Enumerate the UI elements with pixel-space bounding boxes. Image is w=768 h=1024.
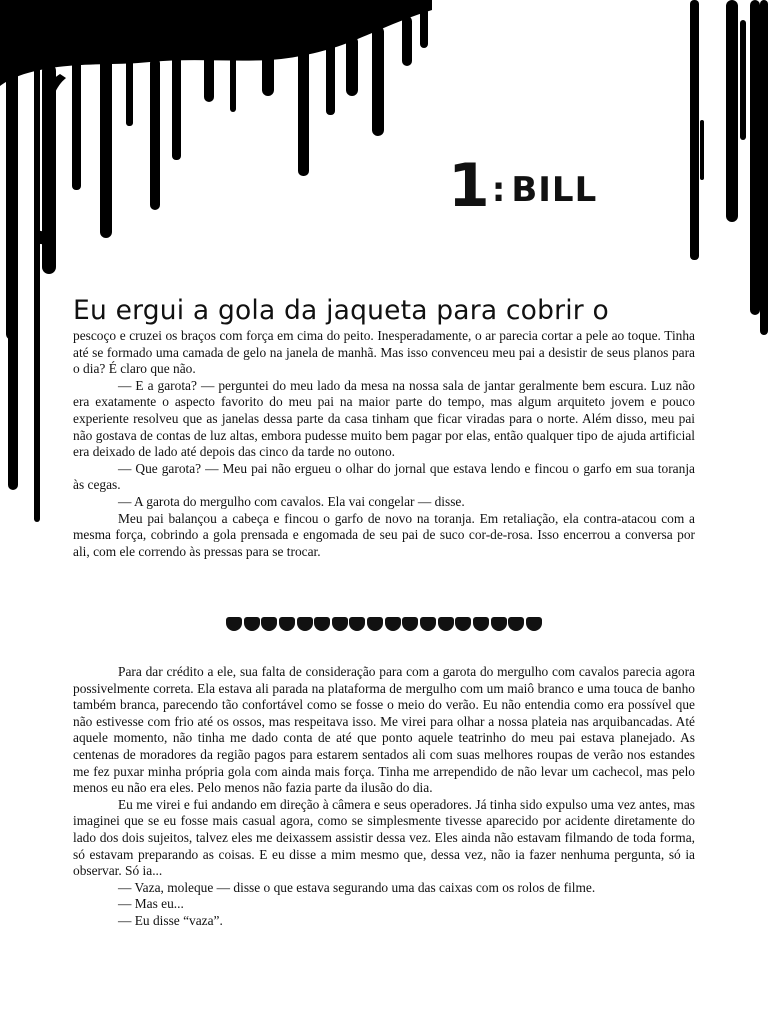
- divider-mark-icon: [438, 617, 454, 631]
- paragraph: — Que garota? — Meu pai não ergueu o olhar do jornal que estava lendo e fincou o garfo em sua toranja às cegas.: [73, 460, 695, 493]
- section-one: [73, 294, 695, 560]
- divider-mark-icon: [367, 617, 383, 631]
- divider-mark-icon: [473, 617, 489, 631]
- chapter-number: 1: [448, 151, 488, 221]
- divider-mark-icon: [526, 617, 542, 631]
- paragraph: — Mas eu...: [118, 896, 184, 912]
- divider-mark-icon: [332, 617, 348, 631]
- section-divider: [226, 615, 542, 633]
- divider-mark-icon: [226, 617, 242, 631]
- divider-mark-icon: [508, 617, 524, 631]
- paragraph: Para dar crédito a ele, sua falta de consideração para com a garota do mergulho com cavalos parecia agora possivelmente correta. Ela estava ali parada na plataforma de mergulho com um maiô branco e uma touca de banho também branca, parecendo tão confortável como se fosse o meio do verão. Eu não entendia como era possível que não estivesse com frio até os ossos, mas respeitava isso. Me virei para olhar a nossa plateia nas arquibancadas. Até aquele momento, não tinha me dado conta de até que ponto aquele teatrinho do meu pai estava planejado. As centenas de moradores da região pagos para estarem sentados ali com suas melhores roupas de verão nos estandes me fez puxar minha própria gola com ainda mais força. Tinha me arrependido de não levar um cachecol, mas pelo menos eu não era eles. Pelo menos não fazia parte da ilusão do dia.: [73, 664, 695, 796]
- chapter-separator-icon: :: [491, 170, 506, 210]
- divider-mark-icon: [455, 617, 471, 631]
- divider-mark-icon: [297, 617, 313, 631]
- section-two: [73, 664, 695, 930]
- paragraph: Eu me virei e fui andando em direção à câmera e seus operadores. Já tinha sido expulso uma vez antes, mas imaginei que se eu fosse mais casual agora, como se simplesmente tivesse aparecido por acidente diretamente do lado dos dois sujeitos, talvez eles me deixassem assistir dessa vez. Eles ainda não estavam filmando de toda forma, só estavam preparando as coisas. E eu disse a mim mesmo que, dessa vez, não ia fazer nenhuma pergunta, só ia observar. Só ia...: [73, 796, 695, 879]
- paragraph: — Eu disse “vaza”.: [118, 912, 223, 928]
- divider-mark-icon: [349, 617, 365, 631]
- divider-mark-icon: [314, 617, 330, 631]
- divider-mark-icon: [279, 617, 295, 631]
- paragraph: Meu pai balançou a cabeça e fincou o garfo de novo na toranja. Em retaliação, ela contra-atacou com a mesma força, cobrindo a gola prensada e engomada de seu pai de suco cor-de-rosa. Isso encerrou a conversa por ali, com ele correndo às pressas para se trocar.: [73, 510, 695, 559]
- divider-mark-icon: [261, 617, 277, 631]
- paragraph: — E a garota? — perguntei do meu lado da mesa na nossa sala de jantar geralmente bem escura. Luz não era exatamente o aspecto favorito do meu pai na maior parte do tempo, mas algum arquiteto jovem e pouco experiente resolveu que as janelas dessa parte da casa tinham que ficar viradas para o norte. Além disso, meu pai não gostava de contas de luz altas, embora pudesse muito bem pagar por elas, então qualquer tipo de ajuda artificial era deixado de lado até depois das cinco da tarde no outono.: [73, 377, 695, 460]
- paragraph: — A garota do mergulho com cavalos. Ela vai congelar — disse.: [118, 493, 465, 509]
- chapter-heading: [448, 151, 598, 221]
- paragraph: pescoço e cruzei os braços com força em cima do peito. Inesperadamente, o ar parecia cortar a pele ao toque. Tinha até se formado uma camada de gelo na janela de manhã. Mas isso convenceu meu pai a desistir de seus planos para o dia? É claro que não.: [73, 328, 695, 377]
- divider-mark-icon: [420, 617, 436, 631]
- chapter-title: BILL: [511, 170, 598, 210]
- divider-mark-icon: [402, 617, 418, 631]
- lead-sentence: Eu ergui a gola da jaqueta para cobrir o: [73, 295, 609, 326]
- divider-mark-icon: [491, 617, 507, 631]
- paragraph: — Vaza, moleque — disse o que estava segurando uma das caixas com os rolos de filme.: [118, 879, 596, 895]
- divider-mark-icon: [385, 617, 401, 631]
- divider-mark-icon: [244, 617, 260, 631]
